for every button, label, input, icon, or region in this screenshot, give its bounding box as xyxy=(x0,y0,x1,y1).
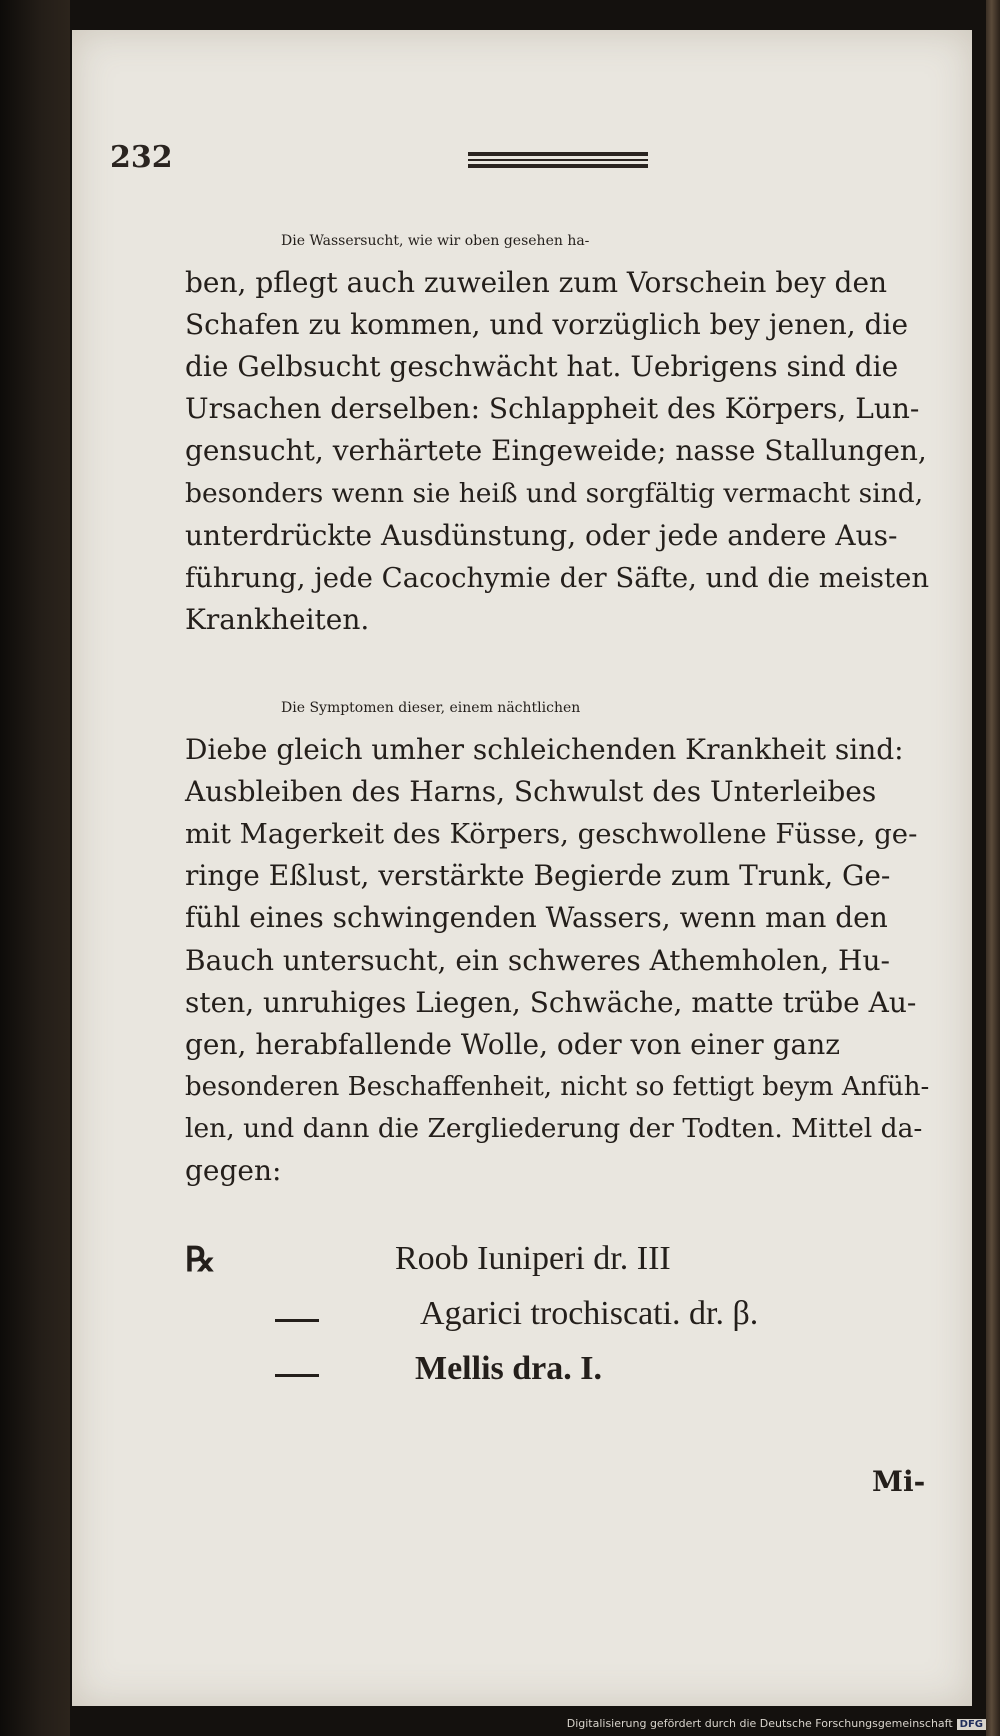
text-line: Schafen zu kommen, und vorzüglich bey jenen, die xyxy=(185,308,909,342)
text-line: Ausbleiben des Harns, Schwulst des Unterleibes xyxy=(185,775,877,809)
text-line: unterdrückte Ausdünstung, oder jede andere Aus- xyxy=(185,518,898,552)
digitization-footer xyxy=(567,1717,986,1730)
text-line: Diebe gleich umher schleichenden Krankheit sind: xyxy=(185,733,904,767)
page-number: 232 xyxy=(110,140,173,175)
book-binding xyxy=(0,0,70,1736)
text-line: ringe Eßlust, verstärkte Begierde zum Trunk, Ge- xyxy=(185,859,891,893)
text-line: besonderen Beschaffenheit, nicht so fettigt beym Anfüh- xyxy=(185,1071,930,1102)
prescription-text: Mellis dra. I. xyxy=(415,1350,602,1387)
prescription-line xyxy=(185,1240,930,1295)
ornament-bar xyxy=(468,159,648,161)
book-edge xyxy=(986,0,1000,1736)
header-ornament-rule xyxy=(468,152,648,171)
text-line: len, und dann die Zergliederung der Todten. Mittel da- xyxy=(185,1112,923,1144)
prescription xyxy=(185,1240,930,1405)
text-line: ben, pflegt auch zuweilen zum Vorschein bey den xyxy=(185,266,888,300)
paragraph-dropsy-symptoms xyxy=(185,687,930,1192)
prescription-line xyxy=(185,1295,930,1350)
paragraph-dropsy-causes xyxy=(185,220,930,641)
recipe-symbol: ℞ xyxy=(185,1242,216,1279)
dfg-logo: DFG xyxy=(957,1719,986,1730)
text-line: Krankheiten. xyxy=(185,602,370,636)
prescription-line xyxy=(185,1350,930,1405)
text-line: mit Magerkeit des Körpers, geschwollene Füsse, ge- xyxy=(185,818,918,851)
text-line: gensucht, verhärtete Eingeweide; nasse Stallungen, xyxy=(185,434,927,468)
footer-text: Digitalisierung gefördert durch die Deutsche Forschungsgemeinschaft xyxy=(566,1717,953,1730)
ditto-dash xyxy=(275,1374,319,1377)
text-line: sten, unruhiges Liegen, Schwäche, matte trübe Au- xyxy=(185,985,917,1019)
ornament-bar xyxy=(468,164,648,168)
ornament-bar xyxy=(468,152,648,156)
text-line: fühl eines schwingenden Wassers, wenn man den xyxy=(185,901,888,935)
text-line: führung, jede Cacochymie der Säfte, und die meisten xyxy=(185,561,930,594)
text-line: Die Symptomen dieser, einem nächtlichen xyxy=(281,700,581,716)
text-line: besonders wenn sie heiß und sorgfältig vermacht sind, xyxy=(185,477,924,509)
prescription-text: Roob Iuniperi dr. III xyxy=(395,1240,671,1277)
text-line: die Gelbsucht geschwächt hat. Uebrigens sind die xyxy=(185,350,899,384)
ditto-dash xyxy=(275,1319,319,1322)
catchword: Mi- xyxy=(872,1465,926,1498)
prescription-text: Agarici trochiscati. dr. β. xyxy=(420,1295,759,1332)
text-line: Bauch untersucht, ein schweres Athemholen, Hu- xyxy=(185,943,890,977)
text-line: gegen: xyxy=(185,1154,282,1188)
text-line: Ursachen derselben: Schlappheit des Körpers, Lun- xyxy=(185,392,920,426)
text-line: Die Wassersucht, wie wir oben gesehen ha- xyxy=(281,233,590,249)
text-line: gen, herabfallende Wolle, oder von einer ganz xyxy=(185,1027,840,1061)
